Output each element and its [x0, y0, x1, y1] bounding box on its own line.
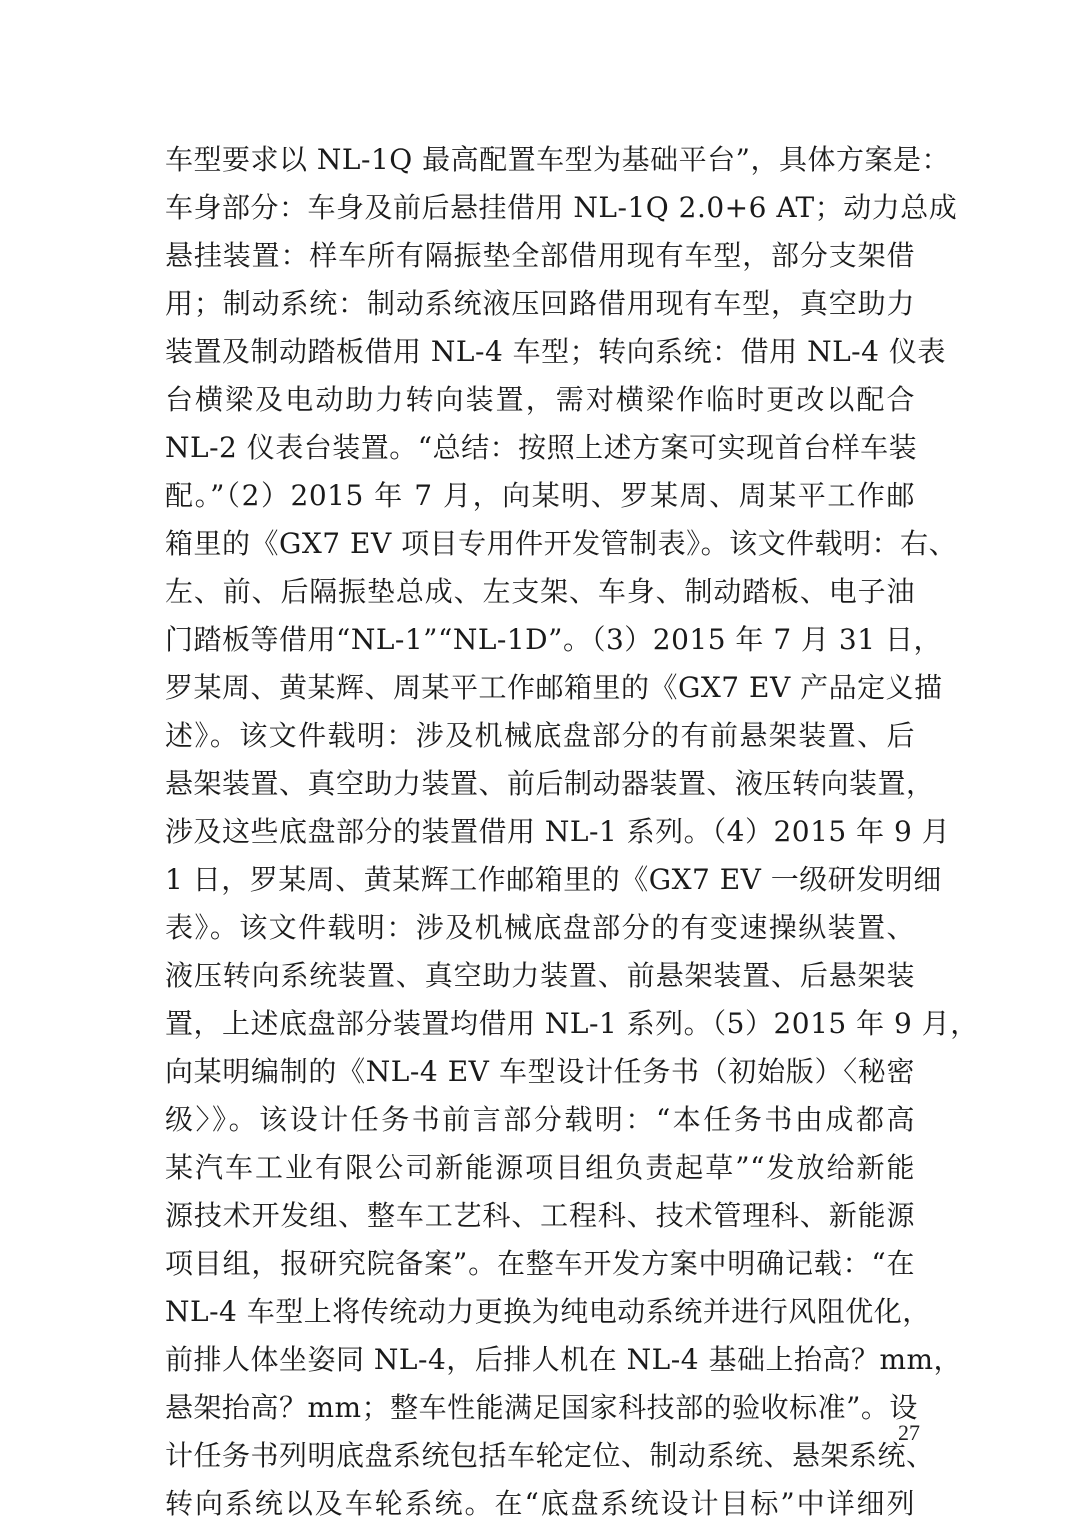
text-line-13: 述》。该文件载明：涉及机械底盘部分的有前悬架装置、后 — [165, 719, 915, 752]
text-line-10: 左、前、后隔振垫总成、左支架、车身、制动踏板、电子油 — [165, 575, 915, 608]
text-line-2: 车身部分：车身及前后悬挂借用 NL-1Q 2.0+6 AT；动力总成 — [165, 191, 958, 224]
text-line-1: 车型要求以 NL-1Q 最高配置车型为基础平台”，具体方案是： — [165, 143, 950, 176]
text-line-12: 罗某周、黄某辉、周某平工作邮箱里的《GX7 EV 产品定义描 — [165, 671, 943, 704]
text-line-14: 悬架装置、真空助力装置、前后制动器装置、液压转向装置， — [165, 767, 935, 800]
text-line-24: 项目组，报研究院备案”。在整车开发方案中明确记载：“在 — [165, 1247, 915, 1280]
text-line-19: 置，上述底盘部分装置均借用 NL-1 系列。（5）2015 年 9 月， — [165, 1007, 979, 1040]
text-line-17: 表》。该文件载明：涉及机械底盘部分的有变速操纵装置、 — [165, 911, 915, 944]
text-line-5: 装置及制动踏板借用 NL-4 车型；转向系统：借用 NL-4 仪表 — [165, 335, 946, 368]
text-line-29: 转向系统以及车轮系统。在“底盘系统设计目标”中详细列 — [165, 1487, 915, 1520]
text-line-8: 配。”（2）2015 年 7 月，向某明、罗某周、周某平工作邮 — [165, 479, 915, 512]
page-number: 27 — [898, 1420, 920, 1445]
text-line-16: 1 日，罗某周、黄某辉工作邮箱里的《GX7 EV 一级研发明细 — [165, 863, 942, 896]
text-line-3: 悬挂装置：样车所有隔振垫全部借用现有车型，部分支架借 — [165, 239, 915, 272]
text-line-22: 某汽车工业有限公司新能源项目组负责起草”“发放给新能 — [165, 1151, 915, 1184]
text-line-6: 台横梁及电动助力转向装置，需对横梁作临时更改以配合 — [165, 383, 915, 416]
text-line-4: 用；制动系统：制动系统液压回路借用现有车型，真空助力 — [165, 287, 915, 320]
body-text — [165, 136, 979, 1528]
text-line-27: 悬架抬高？mm；整车性能满足国家科技部的验收标准”。设 — [165, 1391, 918, 1424]
text-line-26: 前排人体坐姿同 NL-4，后排人机在 NL-4 基础上抬高？mm， — [165, 1343, 963, 1376]
text-line-28: 计任务书列明底盘系统包括车轮定位、制动系统、悬架系统、 — [165, 1439, 935, 1472]
text-line-9: 箱里的《GX7 EV 项目专用件开发管制表》。该文件载明：右、 — [165, 527, 958, 560]
text-line-7: NL-2 仪表台装置。“总结：按照上述方案可实现首台样车装 — [165, 431, 918, 464]
text-line-11: 门踏板等借用“NL-1”“NL-1D”。（3）2015 年 7 月 31 日， — [165, 623, 942, 656]
text-line-15: 涉及这些底盘部分的装置借用 NL-1 系列。（4）2015 年 9 月 — [165, 815, 951, 848]
text-line-18: 液压转向系统装置、真空助力装置、前悬架装置、后悬架装 — [165, 959, 915, 992]
text-line-23: 源技术开发组、整车工艺科、工程科、技术管理科、新能源 — [165, 1199, 915, 1232]
text-line-21: 级〉》。该设计任务书前言部分载明：“本任务书由成都高 — [165, 1103, 915, 1136]
text-line-25: NL-4 车型上将传统动力更换为纯电动系统并进行风阻优化， — [165, 1295, 931, 1328]
text-line-20: 向某明编制的《NL-4 EV 车型设计任务书（初始版）〈秘密 — [165, 1055, 915, 1088]
